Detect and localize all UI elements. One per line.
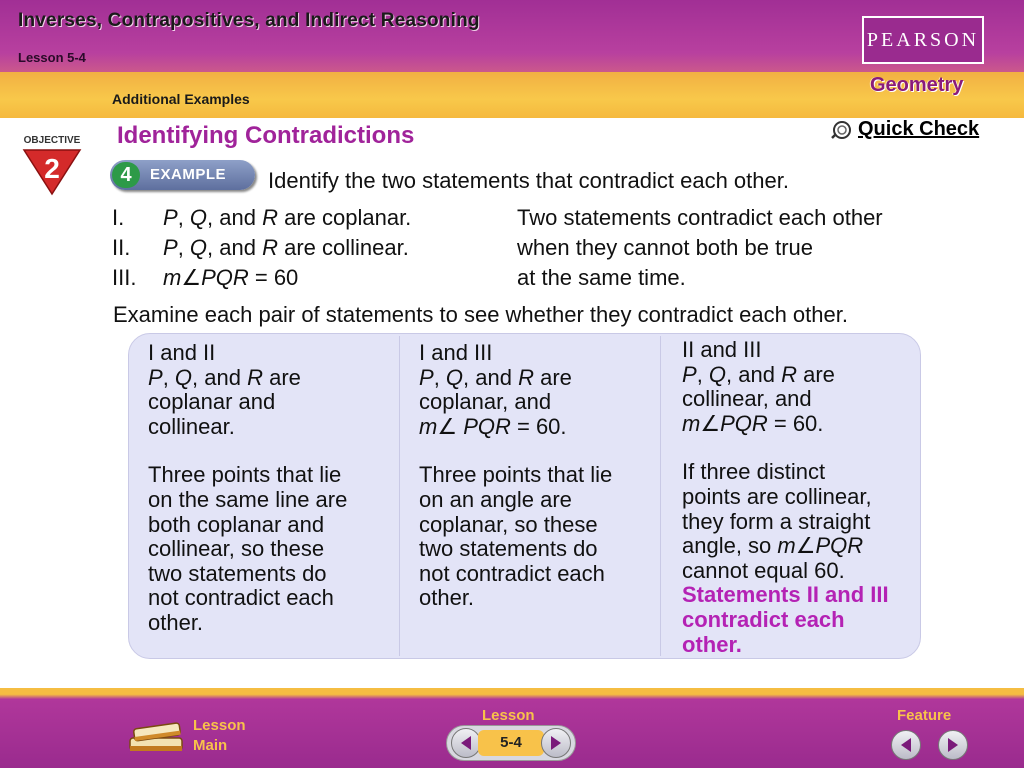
- arrow-left-icon: [459, 735, 473, 751]
- column-line: P, Q, and R are: [419, 364, 572, 390]
- table-column-i-ii: [148, 341, 393, 636]
- arrow-left-icon: [899, 737, 913, 753]
- objective-number: 2: [44, 153, 60, 184]
- previous-feature-button[interactable]: [891, 730, 921, 760]
- quick-check-label[interactable]: Quick Check: [858, 118, 980, 140]
- statement-numeral: I.: [112, 205, 125, 230]
- lesson-main-books-button[interactable]: [126, 712, 186, 758]
- previous-lesson-button[interactable]: [451, 728, 481, 758]
- column-body-line: on the same line are: [148, 486, 348, 512]
- column-body-line: angle, so m∠PQR: [682, 533, 864, 559]
- column-line: m∠ PQR = 60.: [419, 413, 567, 439]
- contradiction-note-line: when they cannot both be true: [517, 235, 813, 260]
- statement-numeral: II.: [112, 235, 131, 260]
- objective-badge: [12, 128, 92, 198]
- table-column-i-iii: [419, 341, 654, 611]
- column-body-line: Three points that lie: [148, 462, 342, 488]
- column-line: collinear.: [148, 413, 235, 439]
- additional-examples-label: Additional Examples: [112, 91, 250, 107]
- column-body-line: cannot equal 60.: [682, 557, 845, 583]
- column-divider: [660, 336, 661, 656]
- footer-feature-label: Feature: [897, 707, 952, 724]
- column-body-line: Three points that lie: [419, 462, 613, 488]
- column-body-line: points are collinear,: [682, 483, 872, 509]
- geometry-label: Geometry: [870, 74, 964, 96]
- example-label: EXAMPLE: [150, 166, 227, 183]
- column-body-line: two statements do: [419, 536, 598, 562]
- column-divider: [399, 336, 400, 656]
- pearson-logo: PEARSON: [862, 16, 984, 64]
- objective-triangle-icon: [12, 128, 92, 198]
- column-body-line: collinear, so these: [148, 536, 325, 562]
- column-body-line: on an angle are: [419, 486, 572, 512]
- column-line: P, Q, and R are: [682, 361, 835, 387]
- chapter-title: Inverses, Contrapositives, and Indirect Reasoning: [18, 10, 480, 31]
- conclusion-line: other.: [682, 631, 742, 657]
- column-heading: I and II: [148, 340, 216, 365]
- column-body-line: not contradict each: [148, 585, 334, 611]
- column-body-line: not contradict each: [419, 560, 605, 586]
- lesson-number: 5-4: [478, 730, 544, 756]
- next-feature-button[interactable]: [938, 730, 968, 760]
- lesson-label: Lesson 5-4: [18, 50, 86, 65]
- next-lesson-button[interactable]: [541, 728, 571, 758]
- column-line: coplanar and: [148, 389, 276, 415]
- column-heading: II and III: [682, 337, 762, 362]
- statement-numeral: III.: [112, 265, 137, 290]
- column-line: coplanar, and: [419, 389, 552, 415]
- statement-3: m∠PQR = 60: [163, 265, 299, 290]
- column-line: collinear, and: [682, 386, 812, 412]
- column-body-line: two statements do: [148, 560, 327, 586]
- column-heading: I and III: [419, 340, 493, 365]
- lesson-main-link[interactable]: Lesson Main: [193, 717, 246, 754]
- column-line: P, Q, and R are: [148, 364, 301, 390]
- arrow-right-icon: [549, 735, 563, 751]
- table-column-ii-iii: [682, 338, 918, 657]
- arrow-right-icon: [946, 737, 960, 753]
- column-line: m∠PQR = 60.: [682, 410, 824, 436]
- quick-check-link[interactable]: [830, 118, 979, 141]
- statement-1: P, Q, and R are coplanar.: [163, 205, 412, 230]
- examine-instruction: Examine each pair of statements to see whether they contradict each other.: [113, 302, 848, 327]
- column-body-line: they form a straight: [682, 508, 871, 534]
- example-number: 4: [112, 162, 140, 188]
- statement-2: P, Q, and R are collinear.: [163, 235, 409, 260]
- section-title: Identifying Contradictions: [117, 122, 415, 149]
- column-body-line: both coplanar and: [148, 511, 325, 537]
- objective-label: OBJECTIVE: [23, 135, 81, 146]
- problem-prompt: Identify the two statements that contradict each other.: [268, 168, 789, 193]
- conclusion-line: contradict each: [682, 606, 845, 632]
- column-body-line: If three distinct: [682, 459, 826, 485]
- contradiction-note-line: at the same time.: [517, 265, 686, 290]
- magnifier-icon: [830, 119, 854, 141]
- column-body-line: other.: [148, 609, 204, 635]
- books-icon: [126, 712, 186, 758]
- column-body-line: other.: [419, 585, 475, 611]
- contradiction-note-line: Two statements contradict each other: [517, 205, 883, 230]
- column-body-line: coplanar, so these: [419, 511, 598, 537]
- conclusion-line: Statements II and III: [682, 582, 889, 608]
- footer-lesson-label: Lesson: [482, 707, 535, 724]
